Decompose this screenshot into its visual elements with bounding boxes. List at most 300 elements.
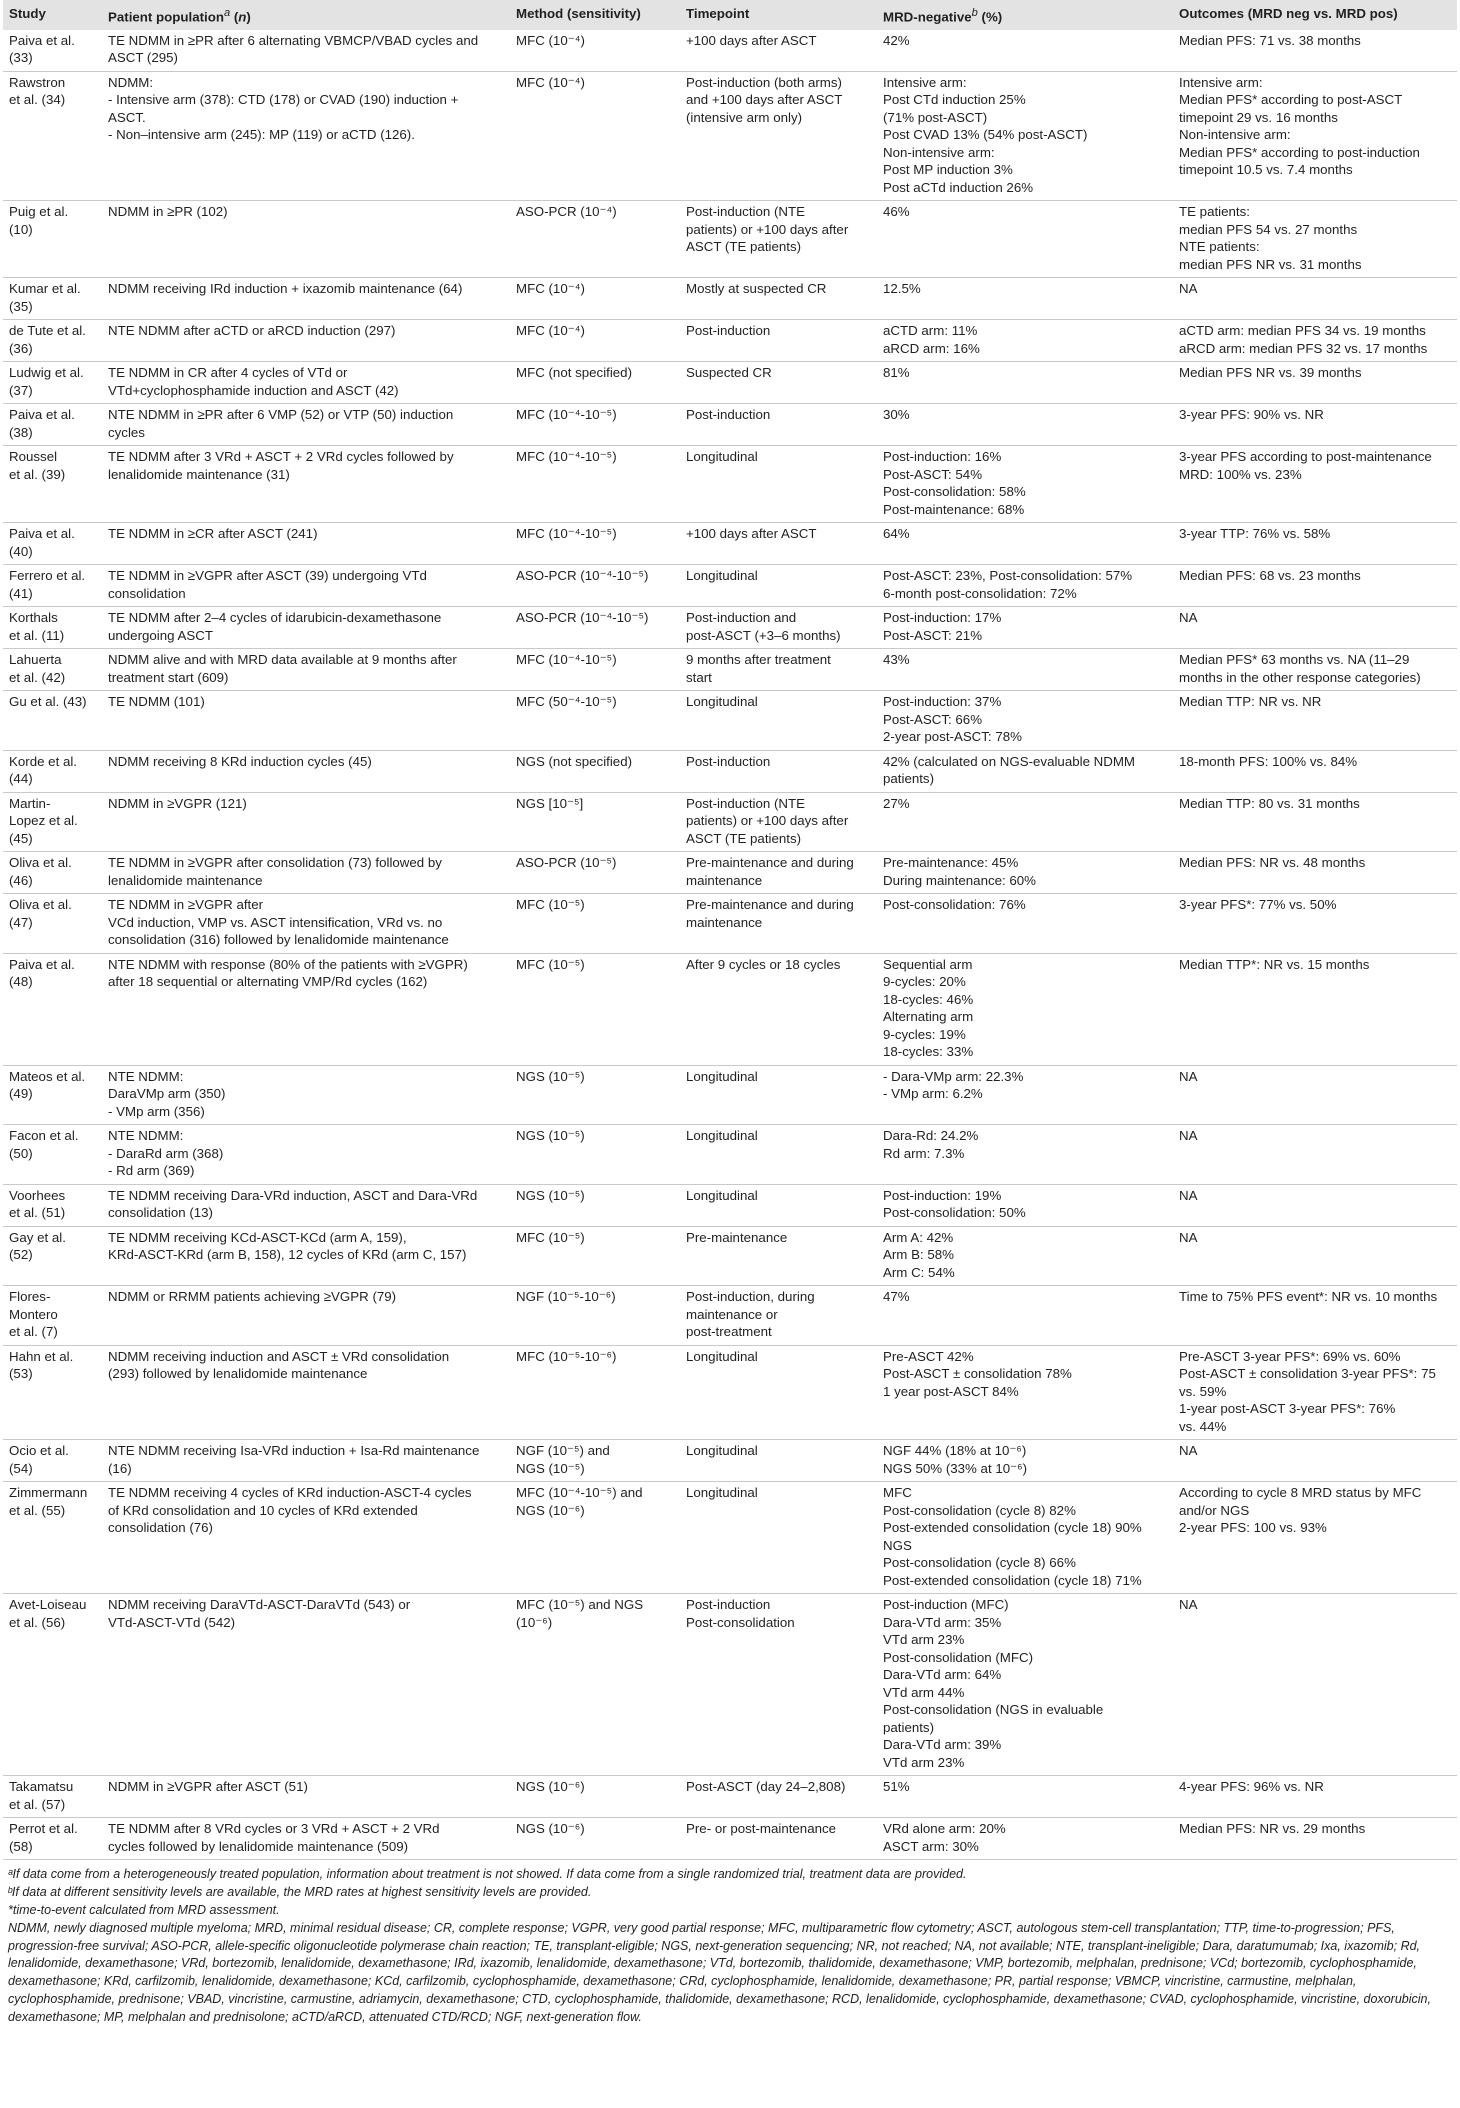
mrd-negative-cell: [877, 446, 1173, 523]
study-cell: [3, 894, 102, 954]
population-cell-line: cycles followed by lenalidomide maintenance (509): [108, 1838, 409, 1854]
population-cell-line: lenalidomide maintenance: [108, 872, 263, 888]
method-cell-line: MFC (10⁻⁴): [516, 323, 585, 339]
timepoint-cell: [680, 320, 877, 362]
population-cell: [102, 1594, 510, 1776]
timepoint-cell: [680, 446, 877, 523]
outcomes-cell-line: NA: [1179, 1597, 1198, 1613]
timepoint-cell-line: Longitudinal: [686, 1443, 758, 1459]
outcomes-cell-line: Intensive arm:: [1179, 74, 1263, 90]
mrd-negative-cell-line: - Dara-VMp arm: 22.3%: [883, 1068, 1024, 1084]
timepoint-cell-line: patients) or +100 days after: [686, 813, 849, 829]
study-cell-line: (54): [9, 1460, 33, 1476]
population-cell: [102, 894, 510, 954]
population-cell-line: TE NDMM after 2–4 cycles of idarubicin-dexamethasone: [108, 610, 442, 626]
study-cell-line: (47): [9, 914, 33, 930]
timepoint-cell-line: post-ASCT (+3–6 months): [686, 627, 841, 643]
mrd-negative-cell-line: aRCD arm: 16%: [883, 340, 980, 356]
study-cell: [3, 1345, 102, 1440]
mrd-negative-cell-line: Post-maintenance: 68%: [883, 501, 1025, 517]
study-cell: [3, 201, 102, 278]
timepoint-cell-line: Post-induction (both arms): [686, 74, 842, 90]
study-cell-line: (58): [9, 1838, 33, 1854]
method-cell-line: MFC (10⁻⁴-10⁻⁵): [516, 652, 617, 668]
timepoint-cell: [680, 691, 877, 751]
outcomes-cell-line: months in the other response categories): [1179, 669, 1421, 685]
timepoint-cell: [680, 1594, 877, 1776]
method-cell: [510, 750, 680, 792]
study-cell: [3, 1594, 102, 1776]
timepoint-cell-line: Post-ASCT (day 24–2,808): [686, 1779, 846, 1795]
outcomes-cell-line: median PFS 54 vs. 27 months: [1179, 221, 1358, 237]
method-cell-line: NGS (10⁻⁵): [516, 1460, 585, 1476]
study-cell: [3, 649, 102, 691]
population-cell-line: lenalidomide maintenance (31): [108, 466, 290, 482]
study-cell-line: et al. (57): [9, 1796, 66, 1812]
outcomes-cell-line: Median PFS: NR vs. 29 months: [1179, 1821, 1366, 1837]
timepoint-cell: [680, 792, 877, 852]
study-cell: [3, 1184, 102, 1226]
study-cell: [3, 1440, 102, 1482]
timepoint-cell-line: Post-induction (NTE: [686, 204, 805, 220]
mrd-negative-cell-line: patients): [883, 1719, 934, 1735]
mrd-negative-cell-line: Pre-maintenance: 45%: [883, 855, 1019, 871]
study-cell-line: (10): [9, 221, 33, 237]
mrd-negative-cell-line: 9-cycles: 19%: [883, 1026, 966, 1042]
mrd-negative-cell-line: 42%: [883, 32, 910, 48]
mrd-negative-cell-line: Post-consolidation (NGS in evaluable: [883, 1702, 1104, 1718]
mrd-negative-cell-line: 42% (calculated on NGS-evaluable NDMM: [883, 753, 1136, 769]
method-cell-line: (10⁻⁶): [516, 1614, 553, 1630]
mrd-negative-cell-line: aCTD arm: 11%: [883, 323, 978, 339]
outcomes-cell: [1173, 1818, 1457, 1860]
population-cell: [102, 1345, 510, 1440]
study-cell: [3, 565, 102, 607]
mrd-negative-cell-line: NGS: [883, 1537, 912, 1553]
table-row: [3, 649, 1457, 691]
outcomes-cell: [1173, 750, 1457, 792]
method-cell: [510, 852, 680, 894]
outcomes-cell-line: Median TTP*: NR vs. 15 months: [1179, 956, 1370, 972]
method-cell-line: MFC (10⁻⁴): [516, 32, 585, 48]
outcomes-cell-line: vs. 59%: [1179, 1383, 1227, 1399]
mrd-negative-cell: [877, 1818, 1173, 1860]
header-method: Method (sensitivity): [510, 0, 680, 30]
timepoint-cell-line: Post-induction: [686, 323, 771, 339]
method-cell-line: NGS (10⁻⁵): [516, 1068, 585, 1084]
mrd-negative-cell-line: Post-induction (MFC): [883, 1597, 1009, 1613]
timepoint-cell-line: ASCT (TE patients): [686, 830, 802, 846]
mrd-negative-cell-line: VTd arm 23%: [883, 1754, 965, 1770]
study-cell-line: Ludwig et al.: [9, 365, 84, 381]
population-cell: [102, 649, 510, 691]
mrd-negative-cell: [877, 201, 1173, 278]
method-cell-line: MFC (10⁻⁴-10⁻⁵): [516, 449, 617, 465]
study-cell: [3, 446, 102, 523]
outcomes-cell-line: median PFS NR vs. 31 months: [1179, 256, 1362, 272]
population-cell-line: NDMM in ≥VGPR after ASCT (51): [108, 1779, 308, 1795]
study-cell-line: Korthals: [9, 610, 58, 626]
outcomes-cell-line: timepoint 10.5 vs. 7.4 months: [1179, 162, 1353, 178]
population-cell-line: KRd-ASCT-KRd (arm B, 158), 12 cycles of KRd (arm C, 157): [108, 1247, 467, 1263]
timepoint-cell: [680, 278, 877, 320]
method-cell-line: MFC (10⁻⁵): [516, 897, 585, 913]
method-cell-line: NGS (10⁻⁵): [516, 1128, 585, 1144]
timepoint-cell: [680, 1286, 877, 1346]
method-cell-line: NGF (10⁻⁵-10⁻⁶): [516, 1289, 616, 1305]
study-cell-line: (38): [9, 424, 33, 440]
population-cell: [102, 320, 510, 362]
method-cell: [510, 565, 680, 607]
timepoint-cell-line: Post-induction and: [686, 610, 797, 626]
population-cell-line: TE NDMM receiving KCd-ASCT-KCd (arm A, 159),: [108, 1229, 407, 1245]
table-row: [3, 1184, 1457, 1226]
table-row: [3, 1482, 1457, 1594]
study-cell-line: (35): [9, 298, 33, 314]
table-header-row: [3, 0, 1457, 30]
population-cell-line: TE NDMM after 3 VRd + ASCT + 2 VRd cycles followed by: [108, 449, 454, 465]
method-cell: [510, 607, 680, 649]
timepoint-cell-line: +100 days after ASCT: [686, 526, 817, 542]
timepoint-cell-line: +100 days after ASCT: [686, 32, 817, 48]
study-cell: [3, 278, 102, 320]
timepoint-cell-line: and +100 days after ASCT: [686, 92, 843, 108]
population-cell-line: TE NDMM after 8 VRd cycles or 3 VRd + ASCT + 2 VRd: [108, 1821, 440, 1837]
outcomes-cell-line: NA: [1179, 281, 1198, 297]
outcomes-cell-line: NA: [1179, 1187, 1198, 1203]
method-cell-line: MFC (10⁻⁵) and NGS: [516, 1597, 644, 1613]
outcomes-cell-line: Median PFS* according to post-ASCT: [1179, 92, 1403, 108]
method-cell-line: MFC (50⁻⁴-10⁻⁵): [516, 694, 617, 710]
population-cell-line: NDMM:: [108, 74, 154, 90]
outcomes-cell-line: Median PFS: 68 vs. 23 months: [1179, 568, 1361, 584]
method-cell: [510, 1286, 680, 1346]
outcomes-cell: [1173, 1286, 1457, 1346]
method-cell-line: MFC (10⁻⁵-10⁻⁶): [516, 1348, 617, 1364]
method-cell-line: ASO-PCR (10⁻⁴): [516, 204, 617, 220]
population-cell-line: TE NDMM in ≥VGPR after: [108, 897, 264, 913]
study-cell: [3, 691, 102, 751]
mrd-negative-cell-line: VRd alone arm: 20%: [883, 1821, 1006, 1837]
mrd-negative-cell-line: Dara-Rd: 24.2%: [883, 1128, 979, 1144]
mrd-negative-cell-line: Post-consolidation (cycle 8) 66%: [883, 1555, 1076, 1571]
study-cell-line: et al. (34): [9, 92, 66, 108]
outcomes-cell: [1173, 792, 1457, 852]
method-cell: [510, 30, 680, 72]
timepoint-cell-line: Post-induction: [686, 753, 771, 769]
method-cell-line: MFC (10⁻⁴-10⁻⁵): [516, 526, 617, 542]
mrd-negative-cell-line: 46%: [883, 204, 910, 220]
population-cell-line: consolidation (76): [108, 1520, 213, 1536]
population-cell-line: NTE NDMM:: [108, 1128, 184, 1144]
study-cell-line: Facon et al.: [9, 1128, 79, 1144]
outcomes-cell-line: 3-year PFS: 90% vs. NR: [1179, 407, 1324, 423]
mrd-negative-cell-line: Rd arm: 7.3%: [883, 1145, 965, 1161]
table-row: [3, 1440, 1457, 1482]
method-cell: [510, 523, 680, 565]
method-cell-line: NGF (10⁻⁵) and: [516, 1443, 610, 1459]
footnote-a: ᵃIf data come from a heterogeneously treated population, information about treatment is not showed. If data come from a single randomized trial, treatment data are provided.: [8, 1867, 967, 1882]
method-cell-line: NGS (10⁻⁶): [516, 1779, 585, 1795]
study-cell-line: Lahuerta: [9, 652, 62, 668]
table-row: [3, 362, 1457, 404]
mrd-negative-cell-line: 51%: [883, 1779, 910, 1795]
study-cell: [3, 362, 102, 404]
study-cell: [3, 1226, 102, 1286]
population-cell-line: undergoing ASCT: [108, 627, 213, 643]
mrd-negative-cell: [877, 565, 1173, 607]
mrd-studies-table: [3, 0, 1457, 1860]
study-cell-line: et al. (42): [9, 669, 66, 685]
study-cell: [3, 1065, 102, 1125]
mrd-negative-cell-line: 18-cycles: 46%: [883, 991, 974, 1007]
table-row: [3, 691, 1457, 751]
outcomes-cell-line: NA: [1179, 1443, 1198, 1459]
study-cell-line: de Tute et al.: [9, 323, 86, 339]
timepoint-cell: [680, 1440, 877, 1482]
mrd-negative-cell-line: 2-year post-ASCT: 78%: [883, 729, 1022, 745]
mrd-negative-cell-line: 64%: [883, 526, 910, 542]
table-row: [3, 1125, 1457, 1185]
method-cell-line: NGS (10⁻⁶): [516, 1821, 585, 1837]
outcomes-cell-line: 2-year PFS: 100 vs. 93%: [1179, 1520, 1327, 1536]
mrd-negative-cell-line: Dara-VTd arm: 35%: [883, 1614, 1002, 1630]
timepoint-cell: [680, 1818, 877, 1860]
mrd-negative-cell-line: Post-ASCT: 66%: [883, 711, 983, 727]
population-cell-line: treatment start (609): [108, 669, 229, 685]
timepoint-cell: [680, 565, 877, 607]
outcomes-cell-line: timepoint 29 vs. 16 months: [1179, 109, 1338, 125]
study-cell-line: (52): [9, 1247, 33, 1263]
timepoint-cell: [680, 649, 877, 691]
outcomes-cell-line: Time to 75% PFS event*: NR vs. 10 months: [1179, 1289, 1438, 1305]
timepoint-cell: [680, 1226, 877, 1286]
mrd-negative-cell-line: Alternating arm: [883, 1009, 974, 1025]
outcomes-cell-line: NA: [1179, 1229, 1198, 1245]
outcomes-cell-line: NA: [1179, 610, 1198, 626]
mrd-negative-cell-line: Post-induction: 19%: [883, 1187, 1002, 1203]
method-cell: [510, 362, 680, 404]
study-cell-line: Perrot et al.: [9, 1821, 78, 1837]
timepoint-cell-line: Longitudinal: [686, 694, 758, 710]
outcomes-cell-line: Median PFS* according to post-induction: [1179, 144, 1420, 160]
study-cell-line: Mateos et al.: [9, 1068, 86, 1084]
mrd-negative-cell-line: Sequential arm: [883, 956, 973, 972]
mrd-negative-cell-line: patients): [883, 771, 934, 787]
study-cell-line: et al. (7): [9, 1324, 58, 1340]
footnote-asterisk: *time-to-event calculated from MRD assessment.: [8, 1903, 280, 1918]
population-cell: [102, 953, 510, 1065]
outcomes-cell: [1173, 71, 1457, 201]
study-cell-line: (37): [9, 382, 33, 398]
table-row: [3, 607, 1457, 649]
mrd-negative-cell-line: Post-consolidation: 58%: [883, 484, 1026, 500]
mrd-negative-cell: [877, 607, 1173, 649]
timepoint-cell: [680, 362, 877, 404]
outcomes-cell-line: Median TTP: 80 vs. 31 months: [1179, 795, 1360, 811]
outcomes-cell: [1173, 1184, 1457, 1226]
population-cell: [102, 30, 510, 72]
population-cell-line: after 18 sequential or alternating VMP/Rd cycles (162): [108, 974, 428, 990]
table-row: [3, 404, 1457, 446]
study-cell-line: Gay et al.: [9, 1229, 66, 1245]
timepoint-cell-line: (intensive arm only): [686, 109, 803, 125]
mrd-negative-cell: [877, 792, 1173, 852]
mrd-negative-cell-line: Arm A: 42%: [883, 1229, 954, 1245]
mrd-negative-cell-line: 18-cycles: 33%: [883, 1044, 974, 1060]
mrd-negative-cell-line: Post-extended consolidation (cycle 18) 71%: [883, 1572, 1142, 1588]
population-cell-line: VTd-ASCT-VTd (542): [108, 1614, 236, 1630]
mrd-negative-cell-line: Post CTd induction 25%: [883, 92, 1026, 108]
population-cell: [102, 1125, 510, 1185]
study-cell-line: Lopez et al.: [9, 813, 78, 829]
mrd-negative-cell-line: Post-extended consolidation (cycle 18) 90%: [883, 1520, 1142, 1536]
study-cell-line: (41): [9, 585, 33, 601]
timepoint-cell-line: start: [686, 669, 712, 685]
study-cell-line: (50): [9, 1145, 33, 1161]
outcomes-cell: [1173, 649, 1457, 691]
mrd-negative-cell-line: 81%: [883, 365, 910, 381]
study-cell: [3, 320, 102, 362]
population-cell: [102, 691, 510, 751]
population-cell-line: TE NDMM in CR after 4 cycles of VTd or: [108, 365, 348, 381]
population-cell: [102, 792, 510, 852]
timepoint-cell-line: Pre-maintenance: [686, 1229, 788, 1245]
timepoint-cell-line: Post-induction: [686, 1597, 771, 1613]
population-cell-line: TE NDMM in ≥CR after ASCT (241): [108, 526, 318, 542]
timepoint-cell: [680, 1065, 877, 1125]
population-cell-line: (293) followed by lenalidomide maintenance: [108, 1366, 368, 1382]
outcomes-cell-line: According to cycle 8 MRD status by MFC: [1179, 1485, 1422, 1501]
timepoint-cell: [680, 1482, 877, 1594]
mrd-negative-cell-line: 12.5%: [883, 281, 921, 297]
outcomes-cell: [1173, 894, 1457, 954]
table-row: [3, 1818, 1457, 1860]
mrd-negative-cell: [877, 852, 1173, 894]
mrd-negative-cell-line: NGF 44% (18% at 10⁻⁶): [883, 1443, 1027, 1459]
outcomes-cell: [1173, 201, 1457, 278]
method-cell: [510, 894, 680, 954]
outcomes-cell-line: NA: [1179, 1128, 1198, 1144]
mrd-negative-cell-line: Post-ASCT: 21%: [883, 627, 983, 643]
outcomes-cell: [1173, 1776, 1457, 1818]
population-cell-line: (16): [108, 1460, 132, 1476]
population-cell: [102, 607, 510, 649]
outcomes-cell-line: 1-year post-ASCT 3-year PFS*: 76%: [1179, 1401, 1396, 1417]
mrd-negative-cell: [877, 1345, 1173, 1440]
mrd-negative-cell-line: Dara-VTd arm: 39%: [883, 1737, 1002, 1753]
study-cell-line: Oliva et al.: [9, 855, 72, 871]
outcomes-cell: [1173, 404, 1457, 446]
timepoint-cell-line: Post-induction (NTE: [686, 795, 805, 811]
mrd-negative-cell-line: 9-cycles: 20%: [883, 974, 966, 990]
outcomes-cell: [1173, 852, 1457, 894]
study-cell-line: (33): [9, 50, 33, 66]
study-cell-line: et al. (55): [9, 1502, 66, 1518]
outcomes-cell: [1173, 1594, 1457, 1776]
study-cell-line: Korde et al.: [9, 753, 78, 769]
outcomes-cell-line: Pre-ASCT 3-year PFS*: 69% vs. 60%: [1179, 1348, 1401, 1364]
method-cell-line: NGS [10⁻⁵]: [516, 795, 584, 811]
population-cell-line: NDMM in ≥PR (102): [108, 204, 228, 220]
method-cell-line: MFC (10⁻⁴-10⁻⁵): [516, 407, 617, 423]
outcomes-cell-line: Median TTP: NR vs. NR: [1179, 694, 1322, 710]
mrd-negative-cell: [877, 1125, 1173, 1185]
mrd-negative-cell-line: Intensive arm:: [883, 74, 967, 90]
population-cell: [102, 362, 510, 404]
table-row: [3, 201, 1457, 278]
study-cell-line: (36): [9, 340, 33, 356]
timepoint-cell: [680, 71, 877, 201]
timepoint-cell: [680, 1345, 877, 1440]
method-cell: [510, 1818, 680, 1860]
timepoint-cell-line: post-treatment: [686, 1324, 772, 1340]
timepoint-cell-line: maintenance or: [686, 1306, 778, 1322]
study-cell-line: Martin-: [9, 795, 51, 811]
study-cell-line: (44): [9, 771, 33, 787]
table-row: [3, 320, 1457, 362]
study-cell-line: Puig et al.: [9, 204, 69, 220]
timepoint-cell-line: Mostly at suspected CR: [686, 281, 827, 297]
study-cell-line: (40): [9, 543, 33, 559]
population-cell-line: ASCT (295): [108, 50, 178, 66]
mrd-negative-cell-line: NGS 50% (33% at 10⁻⁶): [883, 1460, 1028, 1476]
population-cell-line: consolidation (13): [108, 1205, 213, 1221]
footnote-abbreviations: NDMM, newly diagnosed multiple myeloma; MRD, minimal residual disease; CR, complete response; VGPR, very good partial response; MFC, multiparametric flow cytometry; ASCT, autologous stem-cell transplantation; TTP, time-to-progression; PFS, progression-free survival; ASO-PCR, allele-specific oligonucleotide polymerase chain reaction; TE, transplant-eligible; NGS, next-generation sequencing; NR, not reached; NA, not available; NTE, transplant-ineligible; Dara, daratumumab; Ixa, ixazomib; Rd, lenalidomide, dexamethasone; VRd, bortezomib, lenalidomide, dexamethasone; IRd, ixazomib, lenalidomide, dexamethasone; VTd, bortezomib, thalidomide, dexamethasone; VMP, bortezomib, melphalan, prednisone; VCd; bortezomib, cyclophosphamide, dexamethasone; KRd, carfilzomib, lenalidomide, dexamethasone; KCd, carfilzomib, cyclophosphamide, dexamethasone; CRd, cyclophosphamide, lenalidomide, dexamethasone; PR, partial response; VBMCP, vincristine, carmustine, melphalan, cyclophosphamide, prednisone; VBAD, vincristine, carmustine, adriamycin, dexamethasone; CTD, cyclophosphamide, thalidomide, dexamethasone; RCD, lenalidomide, cyclophosphamide, dexamethasone; CVAD, cyclophosphamide, vincristine, doxorubicin, dexamethasone; MP, melphalan and prednisolone; aCTD/aRCD, attenuated CTD/RCD; NGF, next-generation flow.: [8, 1920, 1431, 2024]
study-cell-line: Ocio et al.: [9, 1443, 69, 1459]
outcomes-cell: [1173, 362, 1457, 404]
population-cell-line: ASCT.: [108, 109, 146, 125]
population-cell-line: NDMM receiving IRd induction + ixazomib maintenance (64): [108, 281, 463, 297]
study-cell: [3, 607, 102, 649]
population-cell-line: NTE NDMM receiving Isa-VRd induction + Isa-Rd maintenance: [108, 1443, 480, 1459]
mrd-negative-cell-line: Post MP induction 3%: [883, 162, 1013, 178]
study-cell: [3, 1776, 102, 1818]
table-row: [3, 565, 1457, 607]
population-cell-line: NDMM or RRMM patients achieving ≥VGPR (79): [108, 1289, 397, 1305]
mrd-negative-cell: [877, 1482, 1173, 1594]
study-cell-line: Voorhees: [9, 1187, 66, 1203]
method-cell-line: MFC (10⁻⁵): [516, 956, 585, 972]
population-cell-line: cycles: [108, 424, 145, 440]
population-cell-line: VTd+cyclophosphamide induction and ASCT (42): [108, 382, 399, 398]
mrd-negative-cell-line: Post-consolidation: 50%: [883, 1205, 1026, 1221]
population-cell: [102, 1440, 510, 1482]
mrd-negative-cell: [877, 1286, 1173, 1346]
population-cell-line: TE NDMM receiving Dara-VRd induction, ASCT and Dara-VRd: [108, 1187, 478, 1203]
mrd-negative-cell-line: 47%: [883, 1289, 910, 1305]
method-cell: [510, 1065, 680, 1125]
study-cell-line: Paiva et al.: [9, 407, 75, 423]
mrd-negative-cell-line: Arm C: 54%: [883, 1264, 955, 1280]
mrd-negative-cell-line: Pre-ASCT 42%: [883, 1348, 974, 1364]
population-cell-line: of KRd consolidation and 10 cycles of KRd extended: [108, 1502, 418, 1518]
mrd-negative-cell: [877, 691, 1173, 751]
table-row: [3, 894, 1457, 954]
mrd-negative-cell-line: Arm B: 58%: [883, 1247, 954, 1263]
population-cell-line: TE NDMM receiving 4 cycles of KRd induction-ASCT-4 cycles: [108, 1485, 472, 1501]
study-cell: [3, 523, 102, 565]
mrd-negative-cell: [877, 953, 1173, 1065]
outcomes-cell-line: NTE patients:: [1179, 239, 1260, 255]
population-cell-line: NTE NDMM with response (80% of the patients with ≥VGPR): [108, 956, 468, 972]
outcomes-cell-line: 18-month PFS: 100% vs. 84%: [1179, 753, 1358, 769]
method-cell: [510, 953, 680, 1065]
population-cell-line: TE NDMM in ≥VGPR after consolidation (73) followed by: [108, 855, 442, 871]
outcomes-cell-line: Median PFS: 71 vs. 38 months: [1179, 32, 1361, 48]
study-cell-line: (49): [9, 1086, 33, 1102]
outcomes-cell-line: 3-year PFS*: 77% vs. 50%: [1179, 897, 1337, 913]
